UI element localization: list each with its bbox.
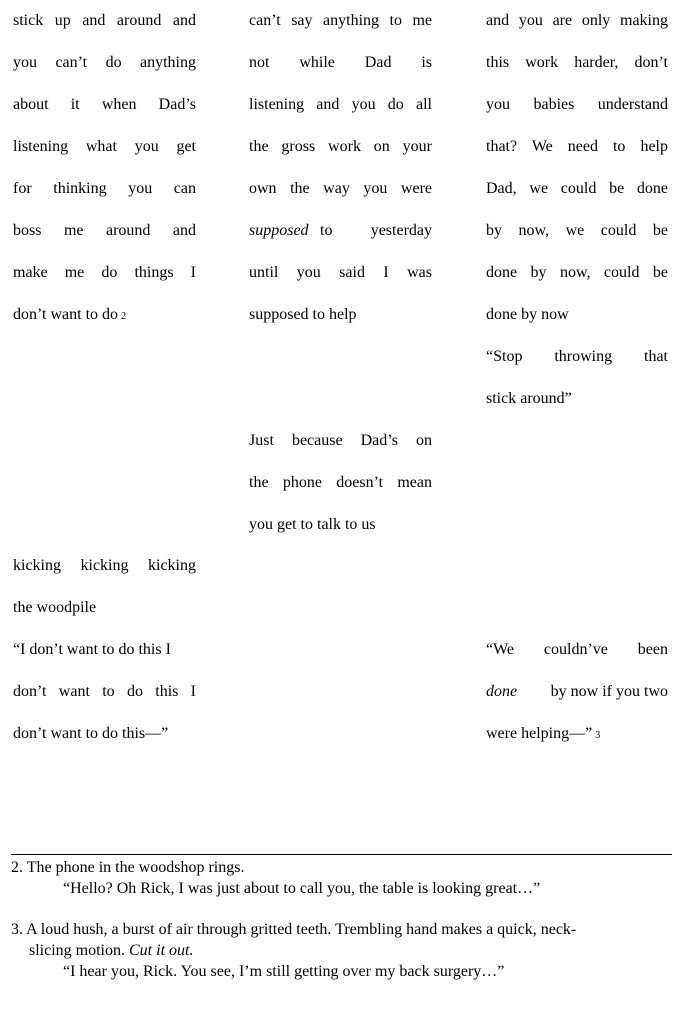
- footnote-3-line-2: [29, 941, 193, 961]
- col2-line-6: [249, 221, 432, 241]
- col2-line-8: supposed to help: [249, 306, 357, 323]
- col2-line-6-italic: supposed: [249, 222, 309, 239]
- col3-line-7: done by now, could be: [486, 264, 668, 281]
- col3-quote-line-2-italic: done: [486, 683, 518, 700]
- col3-quote-line-1: “We couldn’ve been: [486, 641, 668, 658]
- col1-line-1: stick up and around and: [13, 12, 196, 29]
- col3-line-4: that? We need to help: [486, 138, 668, 155]
- col3-stop-line-1: “Stop throwing that: [486, 348, 668, 365]
- col3-stop-line-2: stick around”: [486, 390, 572, 407]
- col2-line-2: [249, 53, 432, 73]
- footnote-3-line-2-italic: Cut it out.: [129, 942, 194, 959]
- footnote-2-line-2: “Hello? Oh Rick, I was just about to call you, the table is looking great…”: [63, 880, 541, 897]
- col2-just-line-1: Just because Dad’s on: [249, 432, 432, 449]
- footnote-3-line-3: “I hear you, Rick. You see, I’m still getting over my back surgery…”: [63, 963, 505, 980]
- col2-line-1: can’t say anything to me: [249, 12, 432, 29]
- col1-kicking-line-1: kicking kicking kicking: [13, 557, 196, 574]
- col2-just-line-3: you get to talk to us: [249, 516, 376, 533]
- col2-line-2-word-3: Dad: [364, 54, 392, 71]
- col3-line-3: you babies understand: [486, 96, 668, 113]
- col3-quote-line-3: [486, 724, 668, 746]
- col2-line-5: own the way you were: [249, 180, 432, 197]
- col1-line-7: make me do things I: [13, 264, 196, 281]
- col3-quote-line-2-rest: by now if you two: [550, 683, 668, 700]
- col1-line-8-text: don’t want to do: [13, 306, 119, 323]
- col3-quote-line-2: [486, 682, 668, 702]
- col3-line-1: and you are only making: [486, 12, 668, 29]
- col1-line-4: listening what you get: [13, 138, 196, 155]
- col2-line-2-word-4: is: [421, 54, 432, 71]
- col3-quote-line-3-text: were helping—”: [486, 725, 593, 742]
- col1-line-2: you can’t do anything: [13, 54, 196, 71]
- col1-line-8: [13, 305, 196, 327]
- col2-line-2-word-1: not: [249, 54, 270, 71]
- col1-quote-line-1: “I don’t want to do this I: [13, 641, 171, 658]
- col2-line-3: listening and you do all: [249, 96, 432, 113]
- footnote-ref-2: 2: [121, 311, 127, 322]
- col3-line-8: done by now: [486, 306, 569, 323]
- col2-just-line-2: the phone doesn’t mean: [249, 474, 432, 491]
- col1-line-6: boss me around and: [13, 222, 196, 239]
- col1-quote-line-2: don’t want to do this I: [13, 683, 196, 700]
- col3-line-2: this work harder, don’t: [486, 54, 668, 71]
- footnote-separator: [11, 854, 672, 855]
- col2-line-6-rest: to yesterday: [320, 222, 432, 239]
- footnote-ref-3: 3: [595, 730, 601, 741]
- footnote-3-line-1: 3. A loud hush, a burst of air through gritted teeth. Trembling hand makes a quick, neck-: [11, 921, 577, 938]
- col2-line-4: the gross work on your: [249, 138, 432, 155]
- col3-line-5: Dad, we could be done: [486, 180, 668, 197]
- col2-line-7: until you said I was: [249, 264, 432, 281]
- footnote-2-line-1: 2. The phone in the woodshop rings.: [11, 859, 245, 876]
- col2-line-2-word-2: while: [299, 54, 335, 71]
- col1-kicking-line-2: the woodpile: [13, 599, 97, 616]
- col1-quote-line-3: don’t want to do this—”: [13, 725, 169, 742]
- col1-line-3: about it when Dad’s: [13, 96, 196, 113]
- col1-line-5: for thinking you can: [13, 180, 196, 197]
- col3-line-6: by now, we could be: [486, 222, 668, 239]
- footnote-3-line-2-text: slicing motion.: [29, 942, 125, 959]
